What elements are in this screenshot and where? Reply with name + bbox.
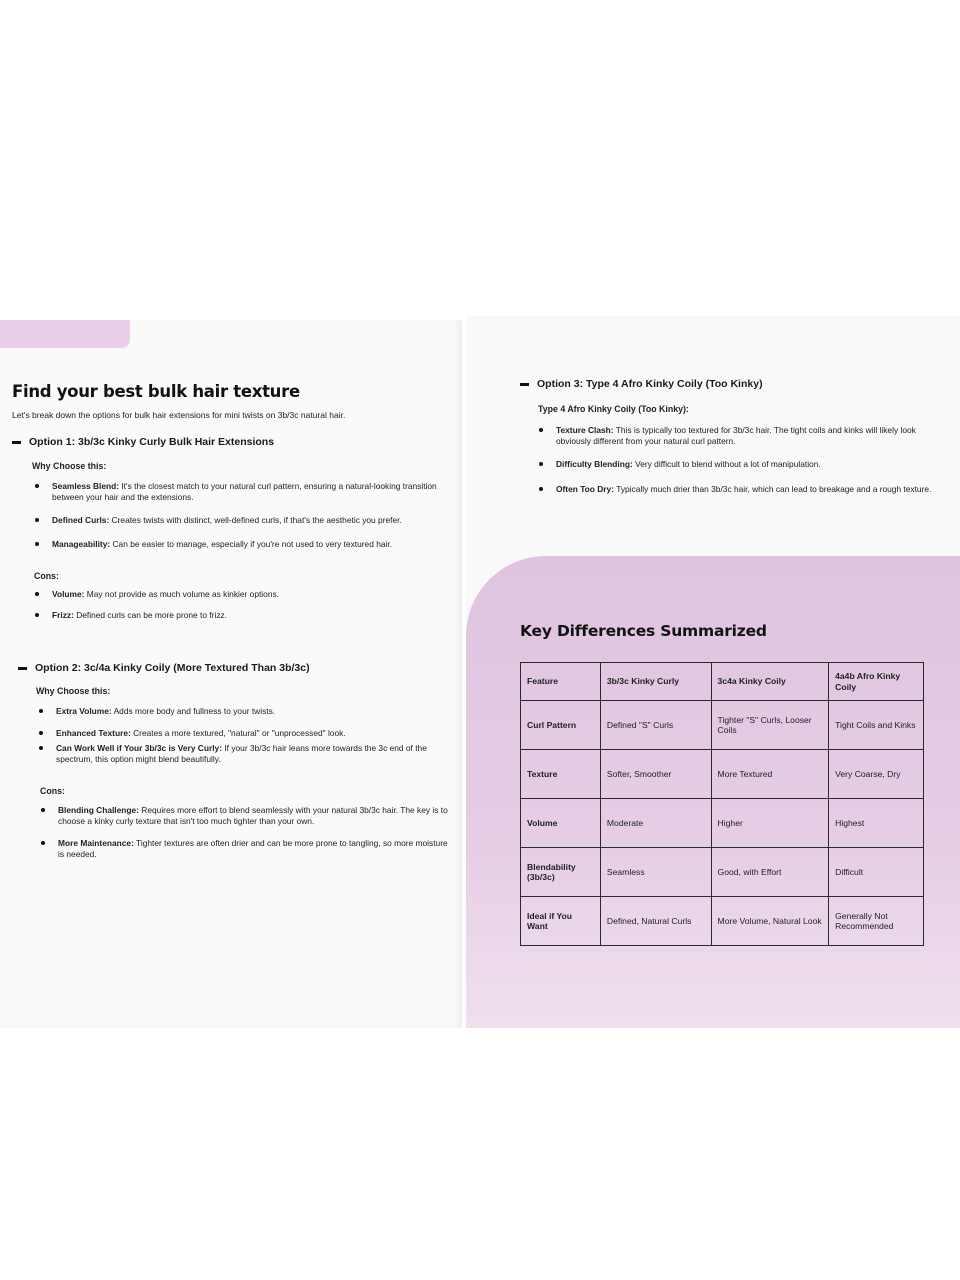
list-item [40, 838, 452, 859]
table-cell: Defined, Natural Curls [600, 897, 711, 946]
table-cell: Tighter "S" Curls, Looser Coils [711, 701, 829, 750]
table-header-row [521, 663, 924, 701]
bullet-dot-icon [35, 518, 39, 522]
item-term: Seamless Blend: [52, 481, 120, 491]
list-item [38, 743, 452, 764]
list-item [34, 610, 452, 621]
bullet-dot-icon [35, 613, 39, 617]
table-row [521, 750, 924, 799]
item-term: Blending Challenge: [58, 805, 139, 815]
item-term: Extra Volume: [56, 706, 112, 716]
row-label: Ideal if You Want [521, 897, 601, 946]
table-cell: More Volume, Natural Look [711, 897, 829, 946]
bullet-dot-icon [39, 709, 43, 713]
page-title: Find your best bulk hair texture [12, 382, 300, 401]
differences-table [520, 662, 924, 946]
list-item [38, 706, 452, 717]
item-text: Requires more effort to blend seamlessly with your natural 3b/3c hair. The key is to choose a kinky curly texture that isn't too much tighter than your own. [58, 805, 448, 826]
item-text: May not provide as much volume as kinkier options. [86, 589, 279, 599]
pink-tab-accent [0, 320, 130, 348]
table-cell: Tight Coils and Kinks [829, 701, 924, 750]
option3-sub-label: Type 4 Afro Kinky Coily (Too Kinky): [538, 404, 689, 414]
option2-cons-label: Cons: [40, 786, 65, 796]
list-item [34, 481, 452, 502]
option1-cons-label: Cons: [34, 571, 59, 581]
option1-heading-text: Option 1: 3b/3c Kinky Curly Bulk Hair Extensions [29, 436, 275, 448]
option2-why-list [38, 706, 452, 764]
list-item [538, 425, 940, 446]
column-header: 3b/3c Kinky Curly [600, 663, 711, 701]
option2-heading [18, 662, 452, 674]
item-text: Very difficult to blend without a lot of manipulation. [635, 459, 821, 469]
bullet-dot-icon [539, 487, 543, 491]
intro-text: Let's break down the options for bulk hair extensions for mini twists on 3b/3c natural hair. [12, 410, 346, 420]
bullet-dot-icon [539, 428, 543, 432]
list-item [538, 459, 940, 470]
right-page [466, 316, 960, 1028]
column-header: 3c4a Kinky Coily [711, 663, 829, 701]
brochure-spread [0, 316, 960, 1028]
table-cell: Higher [711, 799, 829, 848]
bullet-dot-icon [39, 746, 43, 750]
option2-why-label: Why Choose this: [36, 686, 111, 696]
option1-why-label: Why Choose this: [32, 461, 107, 471]
option1-heading [12, 436, 452, 448]
bullet-dot-icon [39, 731, 43, 735]
table-row [521, 897, 924, 946]
column-header: Feature [521, 663, 601, 701]
item-term: Manageability: [52, 538, 111, 549]
item-text: Creates a more textured, "natural" or "unprocessed" look. [133, 727, 346, 738]
bullet-dot-icon [35, 542, 39, 546]
item-term: Defined Curls: [52, 515, 110, 525]
table-cell: Softer, Smoother [600, 750, 711, 799]
option1-why-list [34, 481, 452, 549]
item-text: Can be easier to manage, especially if you're not used to very textured hair. [112, 538, 393, 549]
list-item [538, 484, 940, 495]
item-term: Frizz: [52, 609, 74, 620]
table-cell: Moderate [600, 799, 711, 848]
dash-bullet-icon [18, 667, 27, 670]
item-term: Can Work Well if Your 3b/3c is Very Curly: [56, 743, 223, 753]
summary-title: Key Differences Summarized [520, 622, 767, 640]
table-cell: More Textured [711, 750, 829, 799]
column-header: 4a4b Afro Kinky Coily [829, 663, 924, 701]
table-cell: Good, with Effort [711, 848, 829, 897]
item-text: If your 3b/3c hair leans more towards the 3c end of the spectrum, this option might blend beautifully. [56, 743, 427, 764]
bullet-dot-icon [41, 841, 45, 845]
left-page [0, 320, 462, 1028]
item-text: Defined curls can be more prone to frizz. [76, 609, 228, 620]
option3-heading [520, 378, 940, 390]
list-item [34, 515, 452, 526]
table-cell: Very Coarse, Dry [829, 750, 924, 799]
option3-list [538, 425, 940, 494]
table-cell: Seamless [600, 848, 711, 897]
item-term: Often Too Dry: [556, 483, 614, 494]
item-text: Typically much drier than 3b/3c hair, which can lead to breakage and a rough texture. [616, 483, 932, 494]
item-term: Volume: [52, 589, 85, 599]
option1-cons-list [34, 589, 452, 620]
row-label: Texture [521, 750, 601, 799]
bullet-dot-icon [35, 484, 39, 488]
table-row [521, 848, 924, 897]
table-cell: Generally Not Recommended [829, 897, 924, 946]
left-page-content [12, 382, 452, 859]
table-row [521, 799, 924, 848]
table-cell: Difficult [829, 848, 924, 897]
table-cell: Highest [829, 799, 924, 848]
list-item [34, 539, 452, 550]
item-term: Texture Clash: [556, 425, 614, 435]
row-label: Blendability (3b/3c) [521, 848, 601, 897]
list-item [38, 728, 452, 739]
dash-bullet-icon [520, 383, 529, 386]
table-cell: Defined "S" Curls [600, 701, 711, 750]
option2-cons-list [40, 805, 452, 859]
dash-bullet-icon [12, 441, 21, 444]
list-item [40, 805, 452, 826]
item-text: This is typically too textured for 3b/3c hair. The tight coils and kinks will likely look obviously different from your natural curl pattern. [556, 425, 916, 446]
item-text: Tighter textures are often drier and can be more prone to tangling, so more moisture is needed. [58, 838, 448, 859]
table-row [521, 701, 924, 750]
bullet-dot-icon [539, 462, 543, 466]
option3-heading-text: Option 3: Type 4 Afro Kinky Coily (Too Kinky) [537, 378, 763, 390]
item-term: Enhanced Texture: [56, 727, 131, 738]
item-term: Difficulty Blending: [556, 459, 633, 469]
row-label: Volume [521, 799, 601, 848]
option2-heading-text: Option 2: 3c/4a Kinky Coily (More Textured Than 3b/3c) [35, 662, 310, 674]
item-text: Adds more body and fullness to your twists. [113, 706, 276, 716]
bullet-dot-icon [41, 808, 45, 812]
item-text: Creates twists with distinct, well-defined curls, if that's the aesthetic you prefer. [111, 515, 402, 525]
bullet-dot-icon [35, 592, 39, 596]
row-label: Curl Pattern [521, 701, 601, 750]
item-text: It's the closest match to your natural curl pattern, ensuring a natural-looking transition between your hair and the extensions. [52, 481, 437, 502]
list-item [34, 589, 452, 600]
option3-section [520, 378, 940, 494]
item-term: More Maintenance: [58, 838, 134, 848]
